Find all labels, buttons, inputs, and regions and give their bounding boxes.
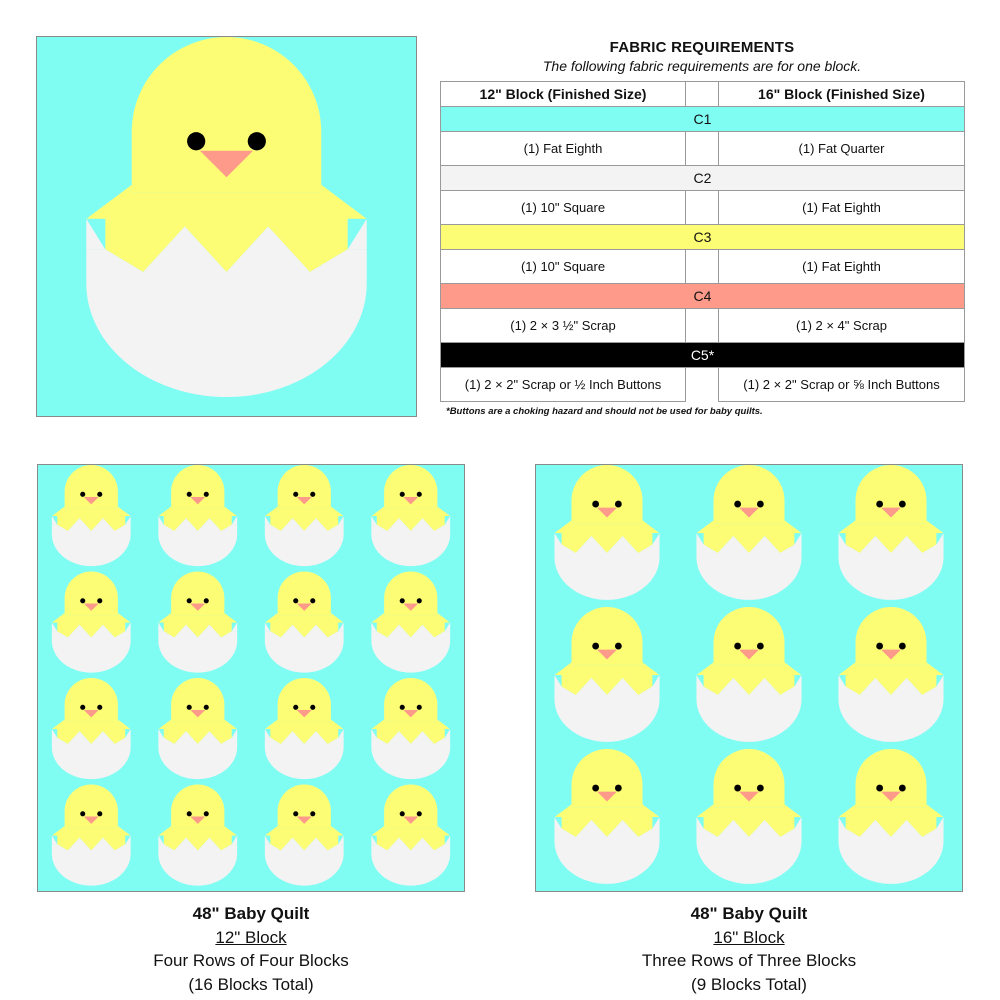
chick-eye-right [417,598,422,603]
chick-wings [158,826,237,850]
chick-block-image [37,37,416,416]
column-gap [686,309,719,343]
chick-eye-right [615,501,622,508]
chick-wings [86,185,366,272]
chick-block [52,785,131,886]
column-gap [686,368,719,402]
chick-eye-right [204,598,209,603]
quilt-caption-12-inch [37,902,465,996]
chick-block [838,465,943,600]
chick-eye-left [80,705,85,710]
quilt-title: 48" Baby Quilt [690,904,808,923]
column-gap [686,132,719,166]
chick-eye-left [400,598,405,603]
chick-eye-right [204,705,209,710]
column-header-16-inch: 16" Block (Finished Size) [719,82,965,107]
fabric-amount-row-5 [441,368,965,402]
fabric-amount-row-3 [441,250,965,284]
fabric-amount-row-1 [441,132,965,166]
chick-wings [696,662,801,695]
chick-eye-right [899,643,906,650]
chick-eye-right [204,811,209,816]
quilt-layout-16-inch [535,464,963,892]
chick-eye-left [400,492,405,497]
chick-eye-left [293,598,298,603]
fabric-code: C5* [441,343,965,368]
chick-block [371,465,450,566]
fabric-requirements-table [440,81,965,402]
chick-block [158,678,237,779]
chick-eye-left [400,811,405,816]
chick-eye-right [97,811,102,816]
chick-eye-right [97,492,102,497]
chick-eye-right [417,492,422,497]
chick-block [371,678,450,779]
fabric-row-1 [441,107,965,132]
chick-eye-right [310,598,315,603]
chick-eye-left [187,598,192,603]
chick-wings [52,507,131,531]
chick-wings [52,826,131,850]
amount-12-inch: (1) 2 × 3 ½" Scrap [441,309,686,343]
chick-eye-right [899,785,906,792]
quilt-layout-12-inch [37,464,465,892]
chick-wings [52,613,131,637]
chick-eye-right [248,132,266,150]
chick-block [554,749,659,884]
chick-eye-left [187,492,192,497]
chick-eye-right [615,643,622,650]
chick-block [696,749,801,884]
fabric-requirements-subtitle: The following fabric requirements are for one block. [542,58,862,74]
chick-wings [371,613,450,637]
quilt-layout-text: Three Rows of Three Blocks [641,951,857,970]
chick-wings [371,826,450,850]
fabric-row-5 [441,343,965,368]
chick-block [158,785,237,886]
chick-block [265,678,344,779]
chick-wings [554,804,659,837]
chick-wings [838,804,943,837]
fabric-code: C1 [441,107,965,132]
chick-eye-left [876,785,883,792]
chick-wings [265,826,344,850]
chick-wings [371,720,450,744]
quilt-title: 48" Baby Quilt [192,904,310,923]
chick-eye-right [204,492,209,497]
chick-eye-right [757,643,764,650]
chick-block [554,465,659,600]
chick-block [52,465,131,566]
chick-eye-left [734,643,741,650]
chick-block [371,572,450,673]
column-gap [686,82,719,107]
chick-eye-right [310,705,315,710]
chick-eye-right [417,705,422,710]
fabric-requirements-header [440,38,964,75]
chick-block [838,749,943,884]
fabric-code: C3 [441,225,965,250]
chick-block [265,572,344,673]
buttons-footnote: *Buttons are a choking hazard and should not be used for baby quilts. [446,406,763,417]
fabric-code: C4 [441,284,965,309]
chick-wings [158,507,237,531]
quilt-layout-12-inch-image [38,465,464,891]
chick-wings [371,507,450,531]
chick-eye-left [187,132,205,150]
fabric-row-2 [441,166,965,191]
chick-eye-left [592,785,599,792]
chick-block-illustration [36,36,417,417]
chick-eye-right [757,501,764,508]
chick-block [86,37,366,397]
chick-eye-left [187,705,192,710]
fabric-code: C2 [441,166,965,191]
amount-12-inch: (1) 2 × 2" Scrap or ½ Inch Buttons [441,368,686,402]
chick-eye-left [734,501,741,508]
chick-block [371,785,450,886]
column-gap [686,191,719,225]
amount-16-inch: (1) 2 × 4" Scrap [719,309,965,343]
column-header-12-inch: 12" Block (Finished Size) [441,82,686,107]
chick-eye-left [80,492,85,497]
chick-eye-left [293,492,298,497]
fabric-amount-row-2 [441,191,965,225]
chick-wings [265,507,344,531]
chick-block [838,607,943,742]
chick-eye-left [876,643,883,650]
chick-block [52,572,131,673]
chick-eye-left [876,501,883,508]
amount-16-inch: (1) 2 × 2" Scrap or ⅝ Inch Buttons [719,368,965,402]
chick-eye-right [310,811,315,816]
amount-12-inch: (1) 10" Square [441,250,686,284]
chick-wings [265,613,344,637]
fabric-requirements-title: FABRIC REQUIREMENTS [609,39,795,56]
quilt-block-size: 12" Block [215,927,287,947]
chick-eye-right [615,785,622,792]
chick-wings [158,720,237,744]
chick-block [554,607,659,742]
chick-eye-left [400,705,405,710]
quilt-layout-16-inch-image [536,465,962,891]
chick-wings [554,520,659,553]
chick-wings [696,520,801,553]
chick-eye-right [899,501,906,508]
quilt-block-total: (16 Blocks Total) [188,974,314,994]
chick-block [696,465,801,600]
quilt-block-total: (9 Blocks Total) [691,974,807,994]
amount-12-inch: (1) Fat Eighth [441,132,686,166]
chick-block [265,785,344,886]
chick-eye-left [734,785,741,792]
chick-eye-left [80,811,85,816]
chick-wings [838,520,943,553]
amount-12-inch: (1) 10" Square [441,191,686,225]
chick-eye-left [80,598,85,603]
quilt-caption-16-inch [535,902,963,996]
chick-block [52,678,131,779]
chick-eye-left [293,811,298,816]
fabric-row-4 [441,284,965,309]
chick-block [265,465,344,566]
chick-wings [838,662,943,695]
quilt-layout-text: Four Rows of Four Blocks [153,951,349,970]
chick-eye-right [97,598,102,603]
fabric-row-3 [441,225,965,250]
chick-eye-right [97,705,102,710]
chick-eye-left [187,811,192,816]
chick-eye-right [417,811,422,816]
amount-16-inch: (1) Fat Quarter [719,132,965,166]
column-gap [686,250,719,284]
chick-wings [696,804,801,837]
chick-block [158,465,237,566]
amount-16-inch: (1) Fat Eighth [719,191,965,225]
chick-eye-right [310,492,315,497]
quilt-block-size: 16" Block [713,927,785,947]
fabric-amount-row-4 [441,309,965,343]
chick-block [696,607,801,742]
chick-eye-left [293,705,298,710]
chick-wings [158,613,237,637]
chick-wings [554,662,659,695]
chick-block [158,572,237,673]
chick-wings [265,720,344,744]
chick-eye-left [592,501,599,508]
chick-wings [52,720,131,744]
amount-16-inch: (1) Fat Eighth [719,250,965,284]
table-header-row [441,82,965,107]
chick-eye-left [592,643,599,650]
chick-eye-right [757,785,764,792]
